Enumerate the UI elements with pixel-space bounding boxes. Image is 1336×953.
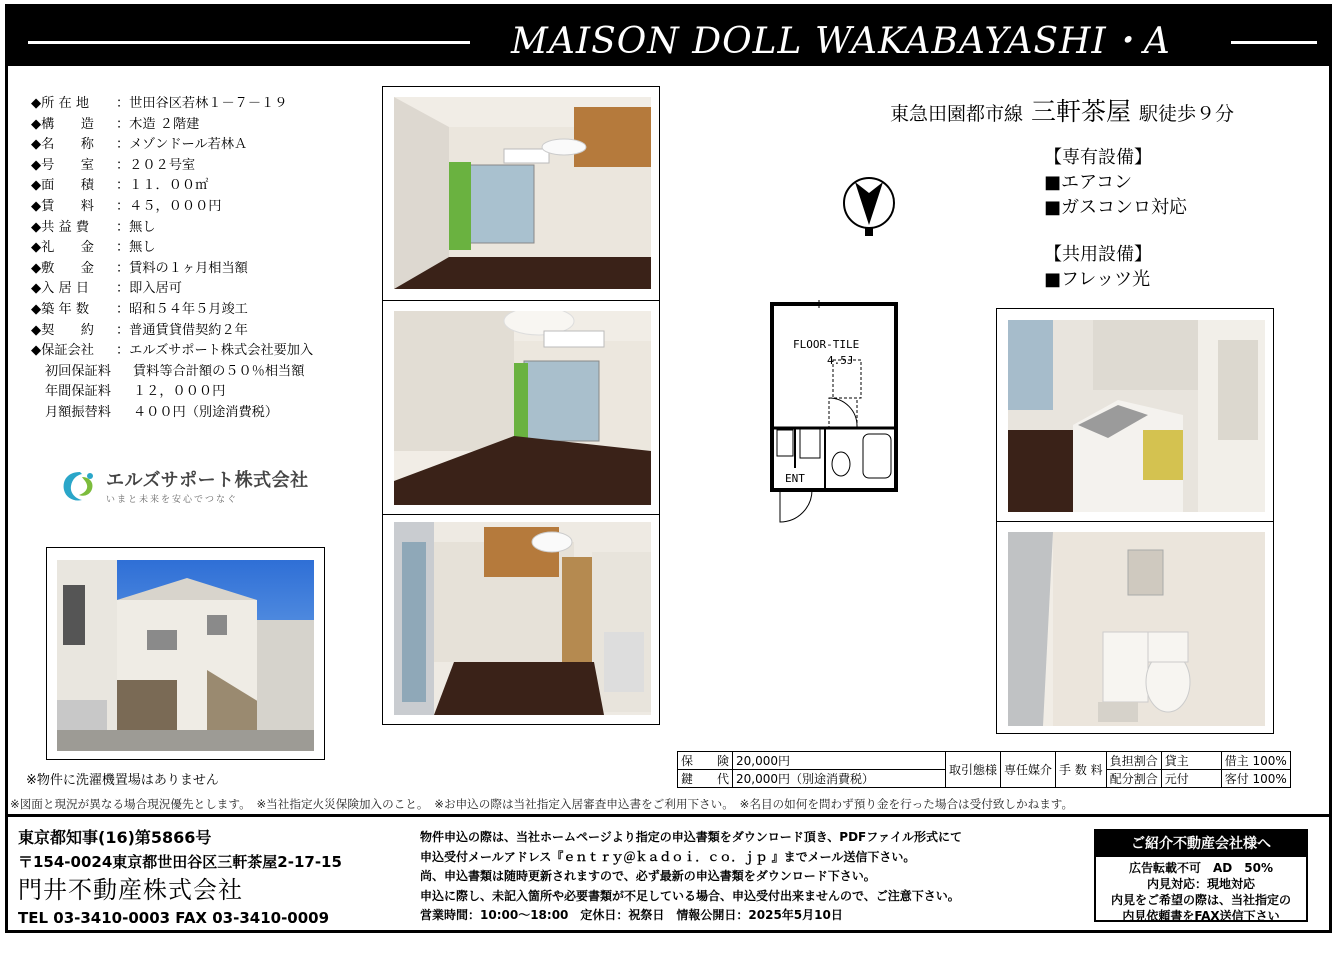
facility-photos-frame [996,308,1274,734]
guarantor-logo-name: エルズサポート株式会社 [106,470,309,491]
spec-row-deposit: ◆敷 金 ：賃料の１ヶ月相当額 [31,260,248,276]
transaction-value: 専任媒介 [1001,752,1056,788]
spec-row-contract: ◆契 約 ：普通賃貸借契約２年 [31,322,248,338]
bathroom-photo [1008,532,1265,726]
distribution-source: 元付 [1161,770,1221,788]
burden-tenant: 借主 100% [1221,752,1290,770]
room-photo-3 [394,522,651,715]
shared-equipment-item: ■フレッツ光 [1044,269,1151,290]
floor-plan [765,300,905,534]
disclaimer-notes: ※図面と現況が異なる場合現況優先とします。 ※当社指定火災保険加入のこと。 ※お申込の際は当社指定入居審査申込書をご利用下さい。 ※名目の如何を問わず預り金を行った場合は受付致しかねます。 [10,797,1074,811]
spec-row-area: ◆面 積 ：１１．００㎡ [31,178,209,194]
application-line: 申込に際し、未記入箇所や必要書類が不足している場合、申込受付出来ませんので、ご注意下さい。 [420,888,960,903]
viewing-note: 内見依頼書をFAX送信下さい [1122,909,1280,923]
spec-row-key-money: ◆礼 金 ：無し [31,240,156,256]
station-info [890,92,1234,128]
header-rule-right [1231,41,1317,44]
spec-list [31,94,313,424]
burden-landlord: 貸主 [1161,752,1221,770]
spec-row-guarantor: ◆保証会社 ：エルズサポート株式会社要加入 [31,343,314,359]
footer-separator [6,814,1331,817]
equipment-list [1044,145,1187,292]
interior-photos-frame [382,86,660,725]
room-photo-1 [394,97,651,289]
photo-divider-1 [383,300,659,301]
key-fee-value: 20,000円（別途消費税） [733,770,946,788]
kitchen-photo [1008,320,1265,512]
viewing-policy: 内見対応：現地対応 [1146,877,1255,891]
key-fee-label: 鍵 代 [678,770,733,788]
spec-row-room: ◆号 室 ：２０２号室 [31,157,196,173]
exterior-caption: ※物件に洗濯機置場はありません [26,773,219,788]
ad-rate: 広告転載不可 AD 50% [1129,861,1273,875]
guarantor-logo-text [106,466,309,505]
viewing-note: 内見をご希望の際は、当社指定の [1110,893,1291,907]
agent-notice-box [1094,829,1308,922]
company-name: 門井不動産株式会社 [18,876,243,904]
guarantor-logo-mark-icon [60,468,100,504]
fees-table [677,751,1291,788]
guarantee-row-annual: 年間保証料 １２，０００円 [45,384,226,400]
header-rule-left [28,41,470,44]
private-equipment-item: ■ガスコンロ対応 [1044,197,1188,218]
license-number: 東京都知事(16)第5866号 [18,828,212,847]
spec-row-move-in: ◆入 居 日 ：即入居可 [31,281,182,297]
private-equipment-item: ■エアコン [1044,172,1133,193]
north-compass-icon [842,175,896,243]
application-line: 申込受付メールアドレス『ｅｎｔｒｙ＠ｋａｄｏｉ．ｃｏ．ｊｐ 』までメール送信下さい。 [420,849,916,864]
photo-divider-2 [383,514,659,515]
burden-label: 負担割合 [1106,752,1161,770]
business-hours: 営業時間：10:00～18:00 定休日：祝祭日 情報公開日：2025年5月10日 [420,908,843,922]
insurance-value: 20,000円 [733,752,946,770]
spec-row-built: ◆築 年 数 ：昭和５４年５月竣工 [31,301,248,317]
exterior-photo-frame [46,547,325,760]
application-line: 尚、申込書類は随時更新されますので、必ず最新の申込書類をダウンロード下さい。 [420,869,876,883]
floor-plan-label: FLOOR-TILE [793,338,860,351]
company-phone: TEL 03-3410-0003 FAX 03-3410-0009 [18,909,330,927]
station-line: 東急田園都市線 [890,103,1024,125]
spec-row-common-fee: ◆共 益 費 ：無し [31,219,156,235]
station-walk: 駅徒歩９分 [1139,103,1235,125]
floor-plan-entrance: ENT [785,472,805,485]
guarantee-row-monthly: 月額振替料 ４００円（別途消費税） [45,404,279,420]
guarantee-row-initial: 初回保証料 賃料等合計額の５０％相当額 [45,363,305,379]
shared-equipment-title: 【共用設備】 [1044,244,1152,265]
application-instructions [420,828,962,926]
spec-row-rent: ◆賃 料 ：４５，０００円 [31,198,222,214]
commission-label: 手 数 料 [1056,752,1107,788]
exterior-photo [57,560,314,751]
spec-row-structure: ◆構 造 ：木造 ２階建 [31,116,200,132]
property-title: MAISON DOLL WAKABAYASHI・A [511,21,1171,62]
application-line: 物件申込の際は、当社ホームページより指定の申込書類をダウンロード頂き、PDFファイル形式にて [420,830,962,844]
private-equipment-title: 【専有設備】 [1044,147,1152,168]
insurance-label: 保 険 [678,752,733,770]
spec-row-name: ◆名 称 ：メゾンドール若林Ａ [31,137,248,153]
spec-row-address: ◆所 在 地 ：世田谷区若林１－７－１９ [31,96,288,111]
company-address: 〒154-0024東京都世田谷区三軒茶屋2-17-15 [18,853,342,871]
company-info [18,826,342,930]
transaction-label: 取引態様 [946,752,1001,788]
agent-notice-title: ご紹介不動産会社様へ [1096,831,1306,857]
photo-divider-3 [997,521,1273,522]
guarantor-logo [60,466,309,505]
floor-plan-size: 4.5J [827,354,854,367]
distribution-label: 配分割合 [1106,770,1161,788]
station-name: 三軒茶屋 [1031,97,1132,126]
guarantor-logo-tagline: いまと未来を安心でつなぐ [106,495,239,505]
distribution-dest: 客付 100% [1221,770,1290,788]
header-bar [6,5,1331,62]
room-photo-2 [394,311,651,505]
agent-notice-body [1096,857,1306,924]
header-underline [6,62,1331,66]
